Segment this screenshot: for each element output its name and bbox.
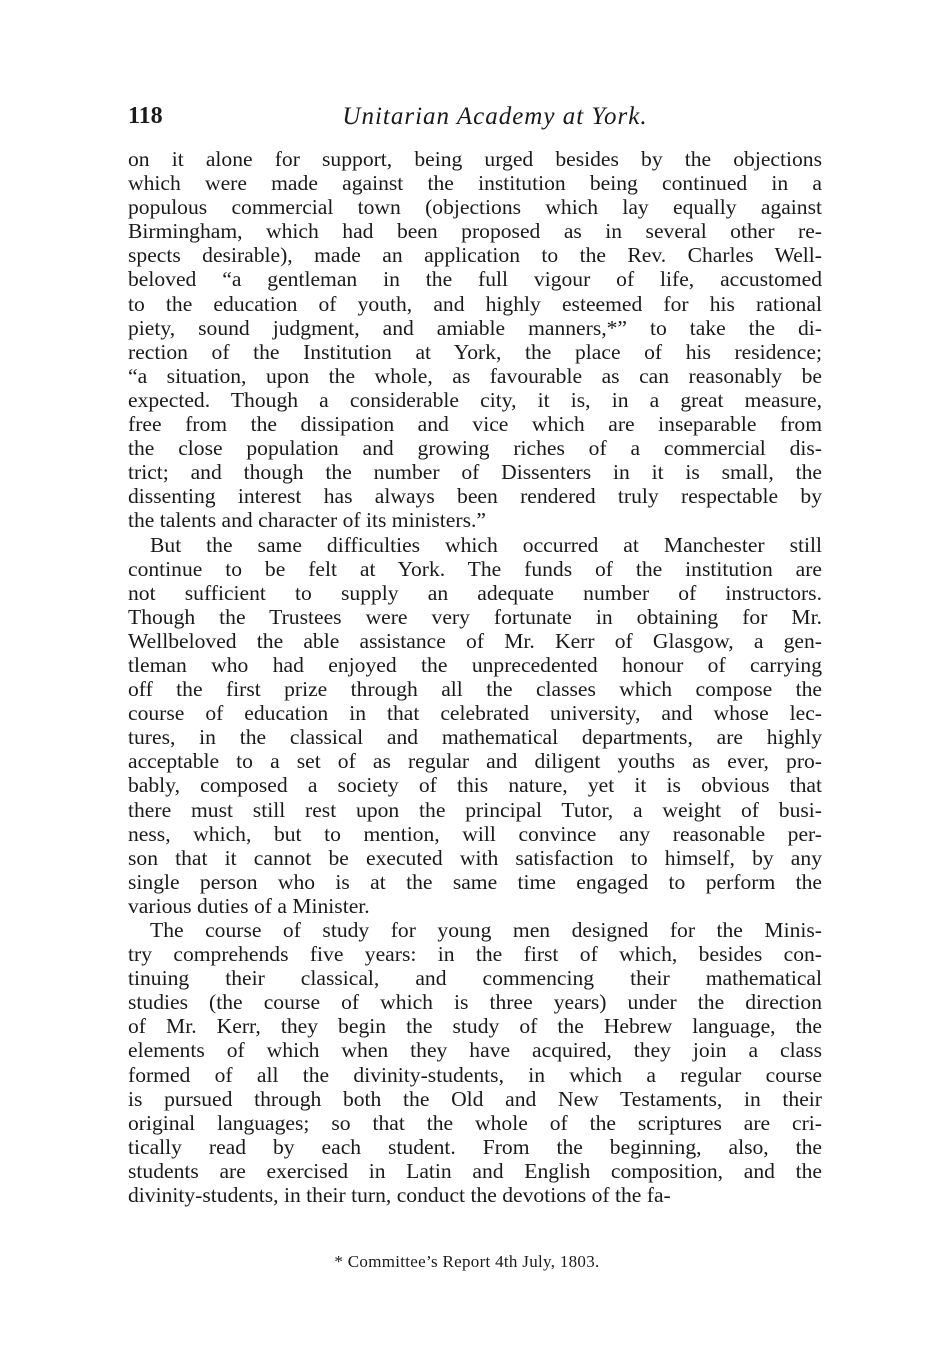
text-line: to the education of youth, and highly esteemed for his rational [128, 291, 822, 316]
text-line: tures, in the classical and mathematical departments, are highly [128, 725, 822, 750]
text-line: studies (the course of which is three years) under the direction [128, 990, 822, 1015]
paragraph [128, 533, 822, 919]
text-line: acceptable to a set of as regular and diligent youths as ever, pro- [128, 749, 822, 774]
text-line: dissenting interest has always been rendered truly respectable by [128, 484, 822, 509]
page-header [128, 103, 822, 137]
text-line: beloved “a gentleman in the full vigour of life, accustomed [128, 267, 822, 292]
text-line: “a situation, upon the whole, as favourable as can reasonably be [128, 363, 822, 388]
text-line: elements of which when they have acquired, they join a class [128, 1038, 822, 1063]
running-title: Unitarian Academy at York. [342, 103, 648, 130]
text-line: bably, composed a society of this nature, yet it is obvious that [128, 773, 822, 798]
text-line: The course of study for young men designed for the Minis- [150, 918, 822, 942]
text-line: various duties of a Minister. [128, 893, 370, 918]
footnote: * Committee’s Report 4th July, 1803. [334, 1252, 600, 1271]
text-line: of Mr. Kerr, they begin the study of the Hebrew language, the [128, 1014, 822, 1039]
text-line: students are exercised in Latin and English composition, and the [128, 1158, 822, 1183]
text-line: free from the dissipation and vice which are inseparable from [128, 412, 822, 437]
text-line: expected. Though a considerable city, it is, in a great measure, [128, 387, 822, 412]
text-line: tleman who had enjoyed the unprecedented honour of carrying [128, 652, 822, 677]
text-line: piety, sound judgment, and amiable manners,*” to take the di- [128, 315, 822, 340]
text-line: ness, which, but to mention, will convince any reasonable per- [128, 821, 822, 846]
text-line: try comprehends five years: in the first of which, besides con- [128, 942, 822, 967]
text-line: trict; and though the number of Dissenters in it is small, the [128, 460, 822, 485]
text-line: original languages; so that the whole of the scriptures are cri- [128, 1110, 822, 1135]
text-line: is pursued through both the Old and New Testaments, in their [128, 1086, 822, 1111]
body-text [128, 147, 822, 1207]
text-line: there must still rest upon the principal Tutor, a weight of busi- [128, 797, 822, 822]
text-line: son that it cannot be executed with satisfaction to himself, by any [128, 845, 822, 870]
text-line: spects desirable), made an application to the Rev. Charles Well- [128, 243, 822, 268]
text-line: which were made against the institution being continued in a [128, 171, 822, 196]
text-line: divinity-students, in their turn, conduct the devotions of the fa- [128, 1183, 671, 1208]
text-line: tically read by each student. From the beginning, also, the [128, 1134, 822, 1159]
page-number: 118 [128, 103, 163, 129]
text-line: not sufficient to supply an adequate number of instructors. [128, 580, 822, 605]
text-line: Wellbeloved the able assistance of Mr. Kerr of Glasgow, a gen- [128, 628, 822, 653]
paragraph [128, 918, 822, 1207]
text-line: populous commercial town (objections which lay equally against [128, 195, 822, 220]
text-line: formed of all the divinity-students, in which a regular course [128, 1062, 822, 1087]
text-line: off the first prize through all the classes which compose the [128, 677, 822, 702]
text-line: But the same difficulties which occurred at Manchester still [150, 532, 822, 557]
text-line: single person who is at the same time engaged to perform the [128, 869, 822, 894]
text-line: continue to be felt at York. The funds of the institution are [128, 556, 822, 581]
text-line: the close population and growing riches of a commercial dis- [128, 436, 822, 461]
text-line: Though the Trustees were very fortunate in obtaining for Mr. [128, 604, 822, 629]
text-line: tinuing their classical, and commencing their mathematical [128, 966, 822, 991]
text-line: the talents and character of its ministers.” [128, 508, 486, 533]
text-line: Birmingham, which had been proposed as in several other re- [128, 219, 822, 244]
paragraph [128, 147, 822, 533]
text-line: course of education in that celebrated university, and whose lec- [128, 701, 822, 726]
text-line: rection of the Institution at York, the place of his residence; [128, 339, 822, 364]
text-line: on it alone for support, being urged besides by the objections [128, 147, 822, 171]
